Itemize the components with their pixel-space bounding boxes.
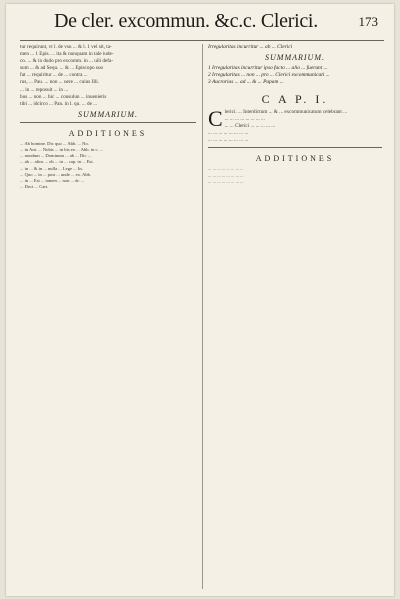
right-additiones-text — [208, 166, 382, 185]
page — [6, 4, 394, 596]
additiones-line: ... in ... & in ... nulla ... Lege ... In. — [20, 165, 83, 171]
additiones-rule — [208, 147, 382, 148]
additiones-line: ... in Ant. ... Nobis ... in his eo ... Abb. in c. ... — [20, 147, 104, 153]
page-number: 173 — [358, 14, 378, 29]
body-line: fat ... requiritur ... de ... contra ... — [20, 72, 88, 79]
body-line: rus, ... Pau. ... non ... uere ... cuius Illi. — [20, 79, 99, 86]
body-line: ... ... ... ... ... ... ... ... — [224, 116, 265, 123]
additiones-line: ... ab ... alios ... ob ... in ... cap. in ... Est. — [20, 159, 94, 165]
body-line: ... in ... reposuit ... in ... — [20, 86, 69, 93]
body-line: bus ... non ... hic ... consulun ... inuenieris — [20, 93, 107, 100]
additiones-line: ... nondum ... Dominum ... ab ... Dic ... — [20, 153, 92, 159]
header-rule — [20, 40, 384, 41]
right-column — [208, 44, 382, 185]
additiones-line: ... in ... Est ... tamen ... non ... dc ... — [20, 177, 85, 183]
marginal-note: Irregularitas incurritur ... ab ... Clerici — [208, 44, 293, 50]
right-summarium-heading: SUMMARIUM. — [265, 53, 325, 62]
body-line: tur requirunt, vt l. de vsu ... & l. 1 vel sit, ta- — [20, 44, 112, 50]
column-divider — [202, 44, 203, 589]
left-column — [20, 44, 196, 190]
right-body-text — [208, 106, 382, 144]
left-body-text — [20, 44, 196, 108]
right-additiones-heading: ADDITIONES — [255, 154, 335, 164]
chapter-body — [208, 106, 382, 144]
additiones-line: ... ... ... ... ... ... ... ... — [208, 178, 244, 184]
additiones-line: ... Doct ... Cart. — [20, 184, 49, 190]
summarium-item: 1 Irregularitas incurritur ipso facto ... alio ... fuerunt ... — [208, 65, 328, 71]
additiones-line: ... ... ... ... ... ... ... ... — [208, 172, 244, 178]
body-line: co. ... & in dudo pro excomm. in ... uili defa- — [20, 58, 114, 65]
page-header-title: De cler. excommun. &c.c. Clerici. — [54, 10, 318, 32]
left-summarium-heading: SUMMARIUM. — [78, 109, 138, 119]
body-line: ... ... ... ... ... ... ... ... — [208, 137, 249, 144]
body-line: tibi ... idcirco ... Pan. in l. qu. ... de ... — [20, 100, 98, 107]
additiones-line: ... Quo ... in ... post ... unde ... ex. Abb. — [20, 171, 92, 177]
body-line: ... ... ... ... ... ... ... ... — [208, 130, 249, 137]
body-line: men ... 1 Epis. ... ita & nunquam in tale iude- — [20, 51, 114, 58]
body-line: lerici. ... Interdictum ... & ... excommunicatum celebrant ... — [224, 109, 347, 115]
summarium-item: 3 Aucrorias ... ad ... & ... Papam ... — [208, 79, 284, 85]
body-line: sum ... & ad Sequ. ... & ... Episcopo suo — [20, 65, 104, 72]
body-line: ... ... Clerici ... ... ... ... ... — [224, 123, 276, 130]
additiones-line: ... ... ... ... ... ... ... ... — [208, 166, 244, 172]
summarium-item: 2 Irregularitas ... non ... pro ... Clerici excommunicati ... — [208, 72, 330, 78]
left-additiones-text — [20, 141, 196, 191]
additiones-line: ... Ab homine. Dic quo ... Abb. ... No. — [20, 140, 89, 146]
chapter-heading: C A P. I. — [261, 92, 329, 106]
drop-cap: C — [208, 106, 223, 131]
left-additiones-heading: ADDITIONES — [68, 128, 148, 138]
additiones-rule — [20, 122, 196, 123]
